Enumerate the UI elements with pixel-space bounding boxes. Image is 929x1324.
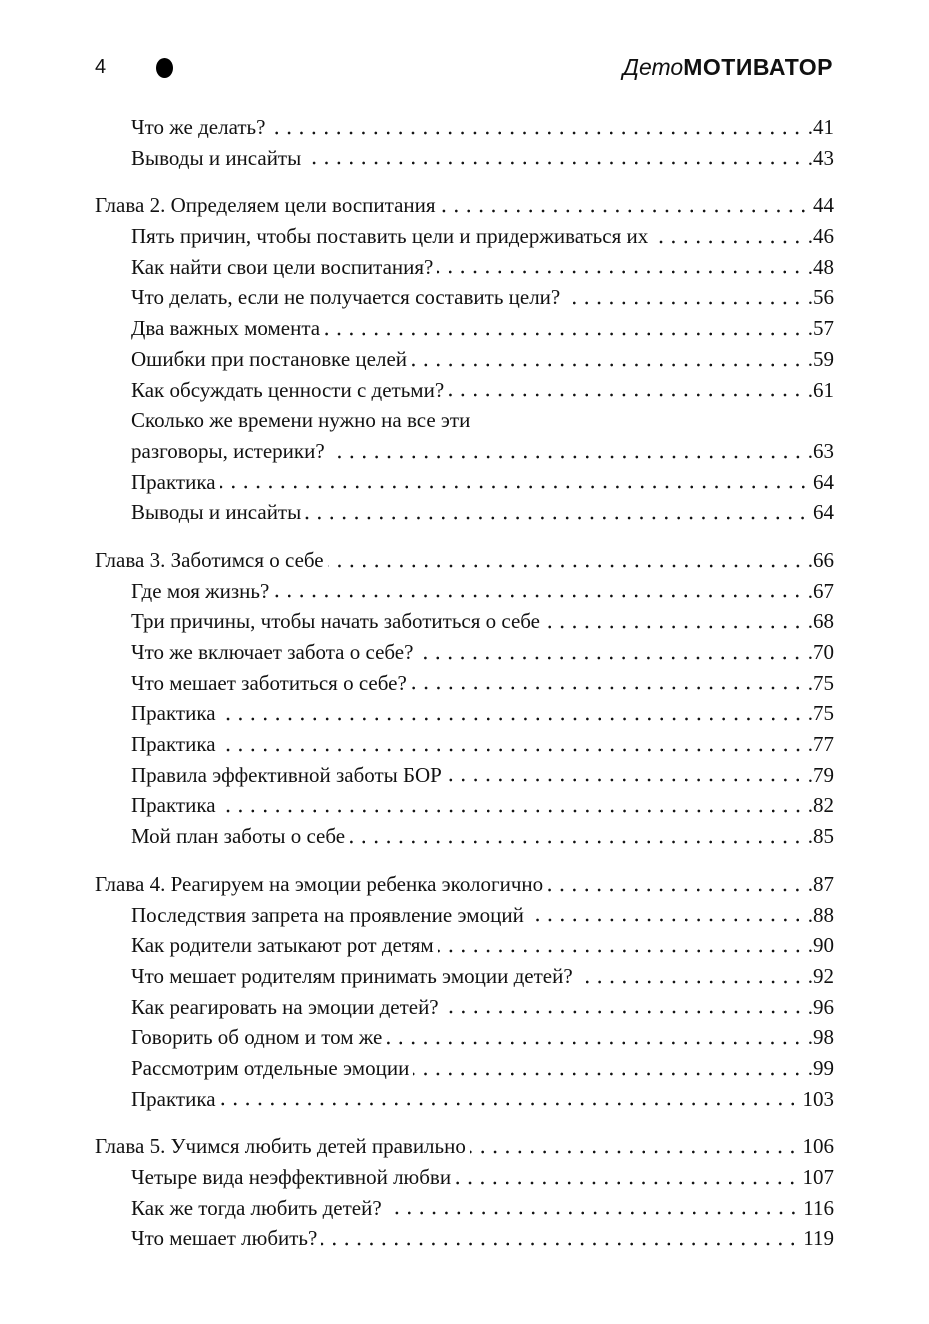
toc-entry (95, 961, 834, 992)
toc-entry (95, 221, 834, 252)
toc-section (95, 545, 834, 852)
toc-entry (95, 606, 834, 637)
dot-leader (455, 1181, 798, 1185)
toc-entry-title: Глава 2. Определяем цели воспитания (95, 193, 436, 218)
toc-entry-title: Выводы и инсайты (131, 500, 302, 525)
toc-entry-page: 116 (803, 1195, 834, 1220)
toc-entry-page: 64 (813, 469, 834, 494)
toc-entry-title: Практика (131, 793, 216, 818)
toc-entry-title: Что мешает заботиться о себе? (131, 670, 407, 695)
dot-leader (470, 1150, 799, 1154)
dot-leader (386, 1041, 803, 1045)
dot-leader (413, 1072, 803, 1076)
dot-leader (446, 778, 804, 782)
toc-entry-page: .85 (807, 824, 834, 849)
toc-entry (95, 900, 834, 931)
dot-leader (440, 209, 809, 213)
toc-entry (95, 576, 834, 607)
toc-entry (95, 637, 834, 668)
page-number: 4 (95, 56, 107, 78)
dot-leader (273, 594, 803, 598)
dot-leader (438, 949, 804, 953)
dot-leader (328, 564, 804, 568)
dot-leader (652, 240, 804, 244)
toc-entry-title: Где моя жизнь? (131, 578, 270, 603)
toc-entry-page: .68 (807, 609, 834, 634)
toc-entry-title: Три причины, чтобы начать заботиться о себе (131, 609, 541, 634)
toc-entry (95, 1053, 834, 1084)
toc-entry (95, 729, 834, 760)
toc-entry-title: Что же включает забота о себе? (131, 640, 414, 664)
toc-entry-page: .56 (807, 285, 834, 310)
toc-entry-title: Глава 3. Заботимся о себе (95, 547, 324, 572)
toc-section (95, 1131, 834, 1254)
toc-entry-title-line1: Сколько же времени нужно на все эти (131, 408, 471, 433)
toc-entry-page: .99 (807, 1055, 834, 1080)
toc-entry-title: Как найти свои цели воспитания? (131, 254, 434, 279)
toc-entry-page: .79 (807, 762, 834, 787)
toc-entry-page: 107 (802, 1165, 834, 1189)
dot-leader (349, 840, 804, 844)
toc-entry-page: .63 (807, 438, 834, 463)
dot-leader (564, 301, 804, 305)
dot-leader (577, 980, 804, 984)
toc-section (95, 190, 834, 528)
toc-entry (95, 760, 834, 791)
toc-entry-title: Как же тогда любить детей? (131, 1195, 382, 1220)
toc-entry-title: Что же делать? (131, 115, 266, 139)
dot-leader (220, 809, 804, 813)
toc-entry (95, 992, 834, 1023)
chapter-heading (95, 869, 834, 900)
toc-entry-page: 44 (813, 193, 834, 218)
toc-entry-page: .98 (807, 1025, 834, 1050)
toc-entry-title: Два важных момента (131, 316, 321, 341)
toc-entry-title: Ошибки при постановке целей (131, 346, 408, 371)
toc-entry-page: .90 (807, 933, 834, 958)
dot-leader (417, 656, 803, 660)
toc-entry (95, 790, 834, 821)
toc-entry (95, 668, 834, 699)
toc-entry-title: Глава 4. Реагируем на эмоции ребенка экологично (95, 871, 544, 896)
dot-leader (220, 1102, 799, 1106)
toc-entry-title: Мой план заботы о себе (131, 824, 346, 849)
toc-entry-page: 103 (802, 1086, 834, 1111)
dot-leader (547, 888, 804, 892)
dot-leader (324, 332, 804, 336)
toc-entry-title: Выводы и инсайты (131, 145, 302, 170)
chapter-heading (95, 545, 834, 576)
dot-leader (220, 485, 809, 489)
toc-section (95, 112, 834, 173)
dot-leader (321, 1242, 799, 1246)
toc-entry-page: .61 (807, 377, 834, 402)
chapter-heading (95, 190, 834, 221)
toc-entry-title: Что мешает родителям принимать эмоции детей? (131, 963, 573, 988)
toc-entry (95, 1223, 834, 1254)
toc-entry-page: 64 (813, 500, 834, 525)
dot-leader (437, 270, 803, 274)
toc-entry-title: Рассмотрим отдельные эмоции (131, 1055, 410, 1080)
dot-leader (443, 1010, 804, 1014)
running-title-italic: Дето (622, 54, 684, 80)
dot-leader (544, 625, 804, 629)
toc-entry-title: Что делать, если не получается составить цели? (131, 285, 561, 310)
toc-entry-page: .67 (807, 578, 834, 603)
toc-entry (95, 930, 834, 961)
toc-entry-page: .46 (807, 224, 834, 249)
toc-entry-title: Практика (131, 732, 216, 757)
toc-entry (95, 436, 834, 467)
toc-entry (95, 282, 834, 313)
dot-leader (329, 455, 804, 459)
toc-entry (95, 698, 834, 729)
table-of-contents (95, 112, 834, 1271)
toc-entry-title: Практика (131, 469, 216, 494)
toc-entry (95, 112, 834, 143)
toc-entry (95, 1022, 834, 1053)
toc-entry (95, 143, 834, 174)
toc-entry (95, 497, 834, 528)
toc-entry-page: .75 (807, 701, 834, 726)
toc-entry (95, 467, 834, 498)
running-title-bold: МОТИВАТОР (683, 54, 833, 80)
toc-entry-title: Говорить об одном и том же (131, 1025, 383, 1050)
dot-leader (220, 717, 804, 721)
toc-entry-page: 119 (803, 1226, 834, 1251)
page-header (0, 52, 929, 88)
toc-entry-page: .57 (807, 316, 834, 341)
dot-leader (269, 131, 803, 135)
dot-leader (448, 393, 804, 397)
dot-leader (305, 516, 809, 520)
dot-leader (411, 363, 804, 367)
chapter-heading (95, 1131, 834, 1162)
toc-entry-page: .66 (807, 547, 834, 572)
toc-entry-title: Правила эффективной заботы БОР (131, 762, 442, 787)
toc-entry-title: Пять причин, чтобы поставить цели и придерживаться их (131, 224, 649, 249)
toc-entry-title: Как родители затыкают рот детям (131, 933, 434, 958)
toc-entry-title: Как обсуждать ценности с детьми? (131, 377, 445, 402)
toc-entry-page: 106 (802, 1134, 834, 1159)
toc-entry (95, 1162, 834, 1193)
toc-entry (95, 821, 834, 852)
toc-entry (95, 1084, 834, 1115)
toc-entry-title: Четыре вида неэффективной любви (131, 1165, 452, 1189)
toc-entry-title: разговоры, истерики? (131, 438, 325, 463)
toc-entry (95, 375, 834, 406)
dot-leader (386, 1211, 800, 1215)
toc-section (95, 869, 834, 1115)
toc-entry-page: .75 (807, 670, 834, 695)
toc-entry-title: Последствия запрета на проявление эмоций (131, 902, 524, 927)
dot-leader (220, 748, 804, 752)
toc-entry-page: .82 (807, 793, 834, 818)
toc-entry-title: Практика (131, 1086, 216, 1111)
toc-entry-page: .88 (807, 902, 834, 927)
toc-entry-page: .41 (807, 115, 834, 139)
toc-entry-page: .59 (807, 346, 834, 371)
dot-leader (305, 161, 804, 165)
toc-entry (95, 344, 834, 375)
toc-entry-title: Глава 5. Учимся любить детей правильно (95, 1134, 466, 1159)
toc-entry-page: .87 (807, 871, 834, 896)
bullet-dot-icon (156, 58, 173, 78)
toc-entry-title: Что мешает любить? (131, 1226, 318, 1251)
toc-entry-page: .70 (807, 640, 834, 664)
toc-entry (95, 252, 834, 283)
dot-leader (528, 918, 804, 922)
toc-entry (95, 1193, 834, 1224)
toc-entry-title: Как реагировать на эмоции детей? (131, 994, 439, 1019)
toc-entry-page: .77 (807, 732, 834, 757)
dot-leader (411, 686, 804, 690)
toc-entry-page: .96 (807, 994, 834, 1019)
toc-entry-page: .48 (807, 254, 834, 279)
toc-entry-page: .92 (807, 963, 834, 988)
toc-entry (95, 313, 834, 344)
toc-entry-title: Практика (131, 701, 216, 726)
toc-entry-page: .43 (807, 145, 834, 170)
running-title (623, 54, 833, 81)
